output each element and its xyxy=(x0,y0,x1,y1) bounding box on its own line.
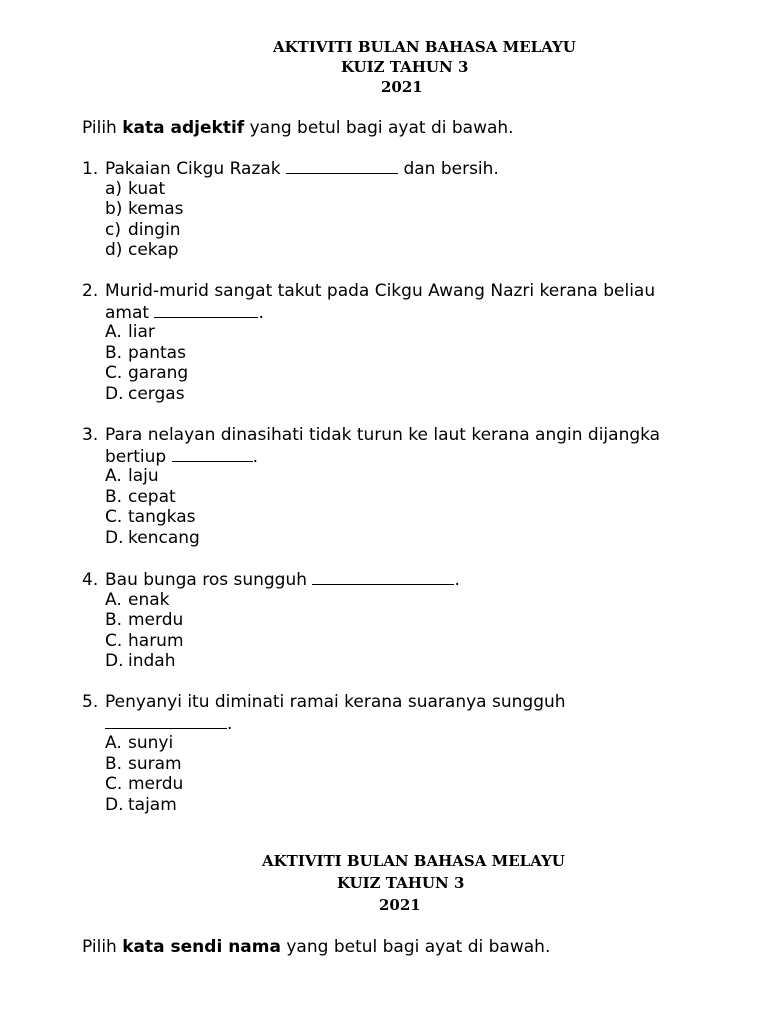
question-stem-continued xyxy=(82,446,742,467)
question-text-end: . xyxy=(454,570,460,590)
answer-blank xyxy=(154,302,258,318)
question-number: 3. xyxy=(82,425,99,445)
option-b xyxy=(82,343,742,364)
question-1 xyxy=(82,158,742,261)
question-text: Pakaian Cikgu Razak xyxy=(105,159,287,179)
option-letter: D. xyxy=(105,383,124,404)
instruction-keyword: kata sendi nama xyxy=(122,937,281,957)
option-text: dingin xyxy=(128,219,181,240)
option-text: harum xyxy=(128,630,184,651)
option-letter: c) xyxy=(105,219,121,240)
option-text: garang xyxy=(128,363,189,384)
instruction-suffix: yang betul bagi ayat di bawah. xyxy=(280,937,551,957)
header-title-2: AKTIVITI BULAN BAHASA MELAYU xyxy=(262,852,565,870)
option-text: pantas xyxy=(128,342,186,363)
option-text: merdu xyxy=(128,610,184,631)
option-c xyxy=(82,774,742,795)
option-c xyxy=(82,631,742,652)
option-letter: B. xyxy=(105,610,123,631)
option-letter: B. xyxy=(105,486,123,507)
question-text-end: . xyxy=(252,446,259,467)
question-text-end: . xyxy=(227,713,233,734)
question-number: 1. xyxy=(82,159,99,179)
option-b xyxy=(82,754,742,775)
option-letter: D. xyxy=(105,794,124,815)
question-text: Penyanyi itu diminati ramai kerana suaranya sungguh xyxy=(105,692,566,712)
answer-blank xyxy=(286,158,398,174)
instruction-prefix: Pilih xyxy=(82,937,123,957)
question-stem xyxy=(82,281,742,302)
question-number: 4. xyxy=(82,570,99,590)
option-letter: d) xyxy=(105,240,123,261)
question-text: Para nelayan dinasihati tidak turun ke laut kerana angin dijangka xyxy=(105,425,661,445)
option-letter: C. xyxy=(105,363,123,384)
question-number: 2. xyxy=(82,281,99,301)
answer-blank xyxy=(312,569,454,585)
option-d xyxy=(82,528,742,549)
question-4 xyxy=(82,569,742,672)
option-c xyxy=(82,220,742,241)
question-stem xyxy=(82,158,742,179)
option-letter: b) xyxy=(105,199,123,220)
option-letter: a) xyxy=(105,178,123,199)
option-text: cergas xyxy=(128,383,185,404)
question-text-end: dan bersih. xyxy=(398,159,499,179)
option-letter: D. xyxy=(105,527,124,548)
option-a xyxy=(82,733,742,754)
answer-blank xyxy=(172,446,253,462)
question-stem-continued xyxy=(82,302,742,323)
option-d xyxy=(82,384,742,405)
option-b xyxy=(82,199,742,220)
option-text: tangkas xyxy=(128,507,196,528)
option-letter: A. xyxy=(105,466,122,487)
question-stem xyxy=(82,692,742,713)
option-a xyxy=(82,179,742,200)
option-text: liar xyxy=(128,322,155,343)
header-year: 2021 xyxy=(381,78,423,96)
option-letter: C. xyxy=(105,630,123,651)
question-text: bertiup xyxy=(105,446,172,467)
question-3 xyxy=(82,425,742,549)
question-number: 5. xyxy=(82,692,99,712)
option-text: kuat xyxy=(128,178,166,199)
option-text: cekap xyxy=(128,240,179,261)
option-c xyxy=(82,507,742,528)
option-text: merdu xyxy=(128,774,184,795)
header-title: AKTIVITI BULAN BAHASA MELAYU xyxy=(273,38,576,56)
question-2 xyxy=(82,281,742,405)
option-letter: B. xyxy=(105,753,123,774)
instruction-keyword: kata adjektif xyxy=(122,118,245,138)
option-b xyxy=(82,487,742,508)
option-a xyxy=(82,466,742,487)
option-d xyxy=(82,240,742,261)
option-text: indah xyxy=(128,651,176,672)
header-subtitle-2: KUIZ TAHUN 3 xyxy=(337,874,465,892)
option-letter: A. xyxy=(105,322,122,343)
option-letter: B. xyxy=(105,342,123,363)
header-subtitle: KUIZ TAHUN 3 xyxy=(341,58,469,76)
option-d xyxy=(82,795,742,816)
instruction-sendi-nama xyxy=(82,937,550,958)
question-stem xyxy=(82,569,742,590)
instruction-adjektif xyxy=(82,118,514,139)
option-letter: A. xyxy=(105,733,122,754)
question-text: amat xyxy=(105,302,155,323)
option-text: kemas xyxy=(128,199,184,220)
option-c xyxy=(82,363,742,384)
option-a xyxy=(82,322,742,343)
option-a xyxy=(82,590,742,611)
option-b xyxy=(82,610,742,631)
question-5 xyxy=(82,692,742,816)
option-text: suram xyxy=(128,753,182,774)
option-letter: C. xyxy=(105,507,123,528)
option-letter: C. xyxy=(105,774,123,795)
option-text: tajam xyxy=(128,794,177,815)
header-year-2: 2021 xyxy=(379,896,421,914)
option-text: laju xyxy=(128,466,159,487)
option-text: kencang xyxy=(128,527,200,548)
option-letter: D. xyxy=(105,651,124,672)
option-text: sunyi xyxy=(128,733,174,754)
question-stem xyxy=(82,425,742,446)
question-text: Bau bunga ros sungguh xyxy=(105,570,313,590)
option-text: enak xyxy=(128,589,170,610)
option-letter: A. xyxy=(105,589,122,610)
question-text: Murid-murid sangat takut pada Cikgu Awang Nazri kerana beliau xyxy=(105,281,656,301)
option-d xyxy=(82,651,742,672)
question-stem-continued xyxy=(82,713,742,734)
answer-blank xyxy=(105,713,227,729)
instruction-prefix: Pilih xyxy=(82,118,123,138)
option-text: cepat xyxy=(128,486,176,507)
instruction-suffix: yang betul bagi ayat di bawah. xyxy=(244,118,514,138)
question-text-end: . xyxy=(258,302,264,323)
